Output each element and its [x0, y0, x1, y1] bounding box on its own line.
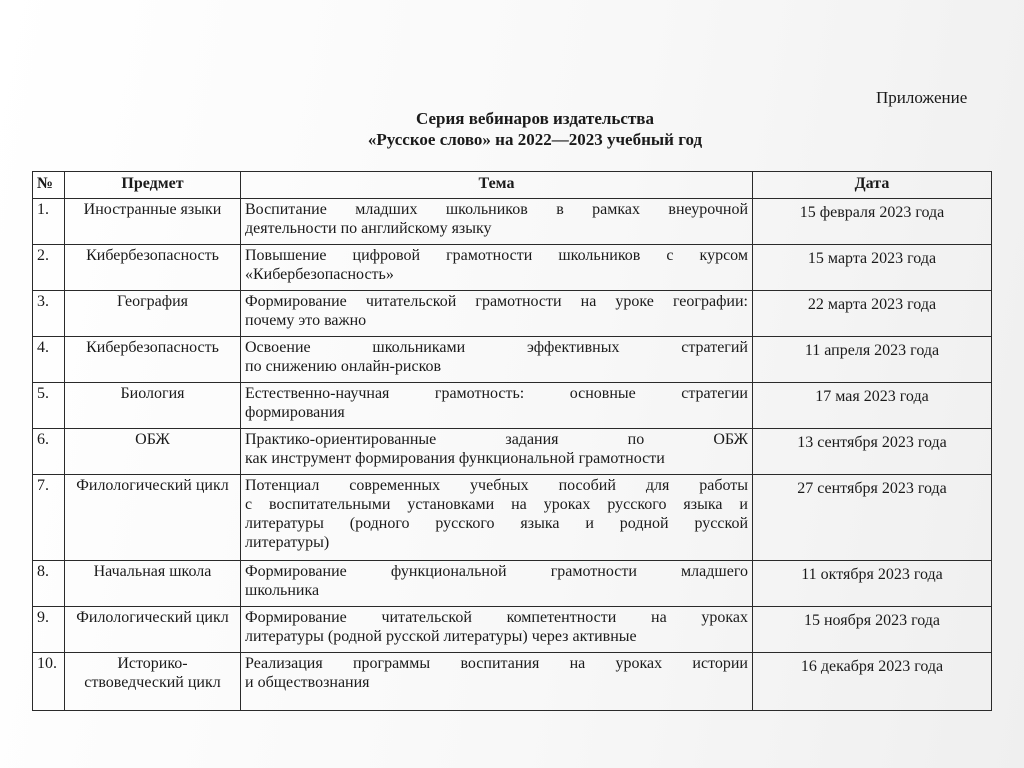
topic-line: как инструмент формирования функциональной грамотности: [245, 450, 665, 467]
topic-line: Формирование читательской грамотности на уроке географии:: [245, 293, 748, 310]
topic-line: Потенциал современных учебных пособий для работы: [245, 477, 748, 494]
topic-line: с воспитательными установками на уроках русского языка и: [245, 496, 748, 513]
webinar-schedule-table: [32, 171, 992, 711]
row-subject: Биология: [65, 383, 241, 429]
header-topic: Тема: [241, 172, 753, 199]
document-title: [0, 108, 1024, 150]
header-subject: Предмет: [65, 172, 241, 199]
subject-line: ствоведческий цикл: [84, 674, 221, 691]
row-subject: ОБЖ: [65, 429, 241, 475]
topic-line: Повышение цифровой грамотности школьников с курсом: [245, 247, 748, 264]
row-number: 2.: [33, 245, 65, 291]
row-number: 5.: [33, 383, 65, 429]
row-number: 8.: [33, 561, 65, 607]
row-date: 15 ноября 2023 года: [753, 607, 992, 653]
row-subject: География: [65, 291, 241, 337]
row-number: 1.: [33, 199, 65, 245]
topic-line: формирования: [245, 404, 345, 421]
row-date: 22 марта 2023 года: [753, 291, 992, 337]
row-topic: [241, 245, 753, 291]
row-date: 27 сентября 2023 года: [753, 475, 992, 561]
row-topic: [241, 429, 753, 475]
row-subject: Начальная школа: [65, 561, 241, 607]
row-date: 17 мая 2023 года: [753, 383, 992, 429]
row-date: 16 декабря 2023 года: [753, 653, 992, 711]
row-topic: [241, 291, 753, 337]
row-subject: Филологический цикл: [65, 607, 241, 653]
table-row: [33, 607, 992, 653]
table-row: [33, 475, 992, 561]
topic-line: «Кибербезопасность»: [245, 266, 394, 283]
subject-line: Историко-: [117, 655, 188, 672]
topic-line: Воспитание младших школьников в рамках внеурочной: [245, 201, 748, 218]
topic-line: Формирование функциональной грамотности младшего: [245, 563, 748, 580]
row-number: 6.: [33, 429, 65, 475]
topic-line: школьника: [245, 582, 320, 599]
row-date: 11 апреля 2023 года: [753, 337, 992, 383]
table-row: [33, 561, 992, 607]
row-number: 9.: [33, 607, 65, 653]
row-subject: Кибербезопасность: [65, 245, 241, 291]
topic-line: Практико-ориентированные задания по ОБЖ: [245, 431, 748, 448]
topic-line: почему это важно: [245, 312, 367, 329]
row-subject: Иностранные языки: [65, 199, 241, 245]
row-date: 15 февраля 2023 года: [753, 199, 992, 245]
table-row: [33, 429, 992, 475]
row-topic: [241, 337, 753, 383]
table-row: [33, 199, 992, 245]
row-number: 3.: [33, 291, 65, 337]
table-row: [33, 383, 992, 429]
title-line-2: «Русское слово» на 2022—2023 учебный год: [367, 130, 703, 149]
topic-line: Реализация программы воспитания на уроках истории: [245, 655, 748, 672]
header-number: №: [33, 172, 65, 199]
topic-line: Формирование читательской компетентности на уроках: [245, 609, 748, 626]
topic-line: Освоение школьниками эффективных стратегий: [245, 339, 748, 356]
topic-line: и обществознания: [245, 674, 370, 691]
row-topic: [241, 561, 753, 607]
table-header-row: [33, 172, 992, 199]
row-topic: [241, 653, 753, 711]
row-topic: [241, 475, 753, 561]
row-number: 7.: [33, 475, 65, 561]
topic-line: деятельности по английскому языку: [245, 220, 492, 237]
row-date: 11 октября 2023 года: [753, 561, 992, 607]
table-row: [33, 653, 992, 711]
table-row: [33, 245, 992, 291]
row-number: 10.: [33, 653, 65, 711]
topic-line: литературы (родного русского языка и родной русской: [245, 515, 748, 532]
appendix-label: Приложение: [876, 88, 968, 107]
row-topic: [241, 607, 753, 653]
title-line-1: Серия вебинаров издательства: [416, 109, 654, 128]
row-topic: [241, 199, 753, 245]
table-row: [33, 291, 992, 337]
row-subject: Филологический цикл: [65, 475, 241, 561]
row-number: 4.: [33, 337, 65, 383]
row-subject: [65, 653, 241, 711]
row-subject: Кибербезопасность: [65, 337, 241, 383]
topic-line: по снижению онлайн-рисков: [245, 358, 442, 375]
topic-line: литературы): [245, 534, 330, 551]
topic-line: литературы (родной русской литературы) через активные: [245, 628, 637, 645]
table-row: [33, 337, 992, 383]
row-date: 13 сентября 2023 года: [753, 429, 992, 475]
row-topic: [241, 383, 753, 429]
row-date: 15 марта 2023 года: [753, 245, 992, 291]
topic-line: Естественно-научная грамотность: основные стратегии: [245, 385, 748, 402]
header-date: Дата: [753, 172, 992, 199]
